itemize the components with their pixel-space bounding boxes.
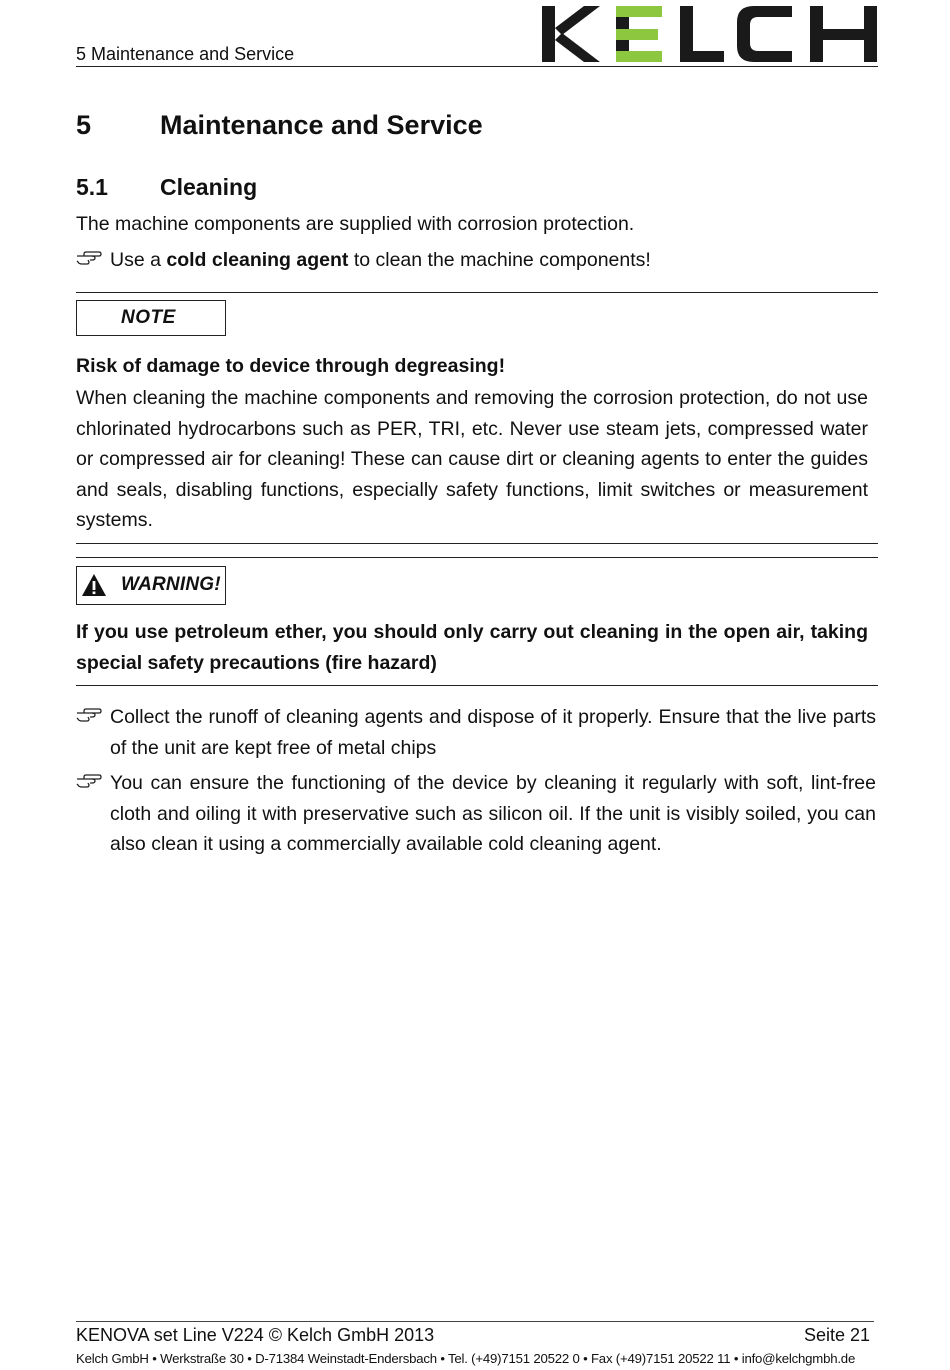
pointing-hand-icon xyxy=(76,708,102,724)
subsection-title: Cleaning xyxy=(160,174,258,200)
warning-label-box xyxy=(76,566,226,605)
footer-rule xyxy=(76,1321,874,1322)
header-rule xyxy=(76,66,878,67)
page-number: Seite 21 xyxy=(803,1325,870,1345)
divider xyxy=(76,557,878,558)
section-number: 5 xyxy=(76,110,92,140)
instruction-item: Collect the runoff of cleaning agents and dispose of it properly. Ensure that the live parts of the unit are kept free of metal chips xyxy=(110,706,876,759)
divider xyxy=(76,685,878,686)
footer-address: Kelch GmbH • Werkstraße 30 • D-71384 Weinstadt-Endersbach • Tel. (+49)7151 20522 0 • Fax (+49)7151 20522 11 • info@kelchgmbh.de xyxy=(76,1351,856,1366)
intro-text: The machine components are supplied with corrosion protection. xyxy=(76,213,635,235)
instruction-item: You can ensure the functioning of the device by cleaning it regularly with soft, lint-free cloth and oiling it with preservative such as silicon oil. If the unit is visibly soiled, you can also clean it using a commercially available cold cleaning agent. xyxy=(110,772,876,855)
note-body: When cleaning the machine components and removing the corrosion protection, do not use chlorinated hydrocarbons such as PER, TRI, etc. Never use steam jets, compressed water or compressed air for cleaning! These can cause dirt or cleaning agents to enter the guides and seals, disabling functions, especially safety functions, limit switches or measurement systems. xyxy=(76,387,868,531)
note-label-box xyxy=(76,300,226,336)
warning-text: If you use petroleum ether, you should only carry out cleaning in the open air, taking special safety precautions (fire hazard) xyxy=(76,621,868,674)
section-title: Maintenance and Service xyxy=(160,110,483,140)
running-header-title: 5 Maintenance and Service xyxy=(76,44,295,64)
note-label: NOTE xyxy=(121,307,176,328)
divider xyxy=(76,543,878,544)
warning-label: WARNING! xyxy=(121,574,221,595)
note-heading: Risk of damage to device through degreasing! xyxy=(76,355,506,377)
pointing-hand-icon xyxy=(76,774,102,790)
kelch-logo xyxy=(540,4,880,64)
instruction-cold-cleaning: Use a cold cleaning agent to clean the machine components! xyxy=(110,249,651,271)
warning-triangle-icon xyxy=(81,573,107,597)
pointing-hand-icon xyxy=(76,251,102,267)
footer-document-title: KENOVA set Line V224 © Kelch GmbH 2013 xyxy=(76,1325,435,1345)
divider xyxy=(76,292,878,293)
subsection-number: 5.1 xyxy=(76,174,108,200)
